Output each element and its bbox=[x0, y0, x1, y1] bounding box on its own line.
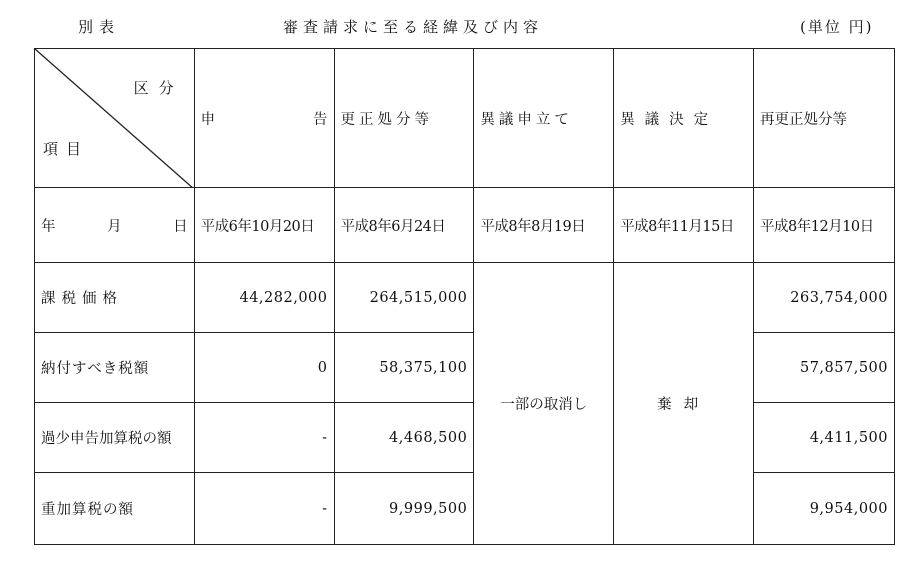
value-saikosei: 4,411,500 bbox=[754, 403, 895, 473]
row-label-jukasanzei: 重加算税の額 bbox=[35, 473, 195, 545]
value-shinkoku: - bbox=[194, 403, 334, 473]
document-title: 審査請求に至る経緯及び内容 bbox=[283, 18, 544, 36]
igi-kettei-result: 棄却 bbox=[614, 263, 754, 545]
col-header-shinkoku-char1: 申 bbox=[200, 111, 216, 128]
col-header-saikosei: 再更正処分等 bbox=[754, 49, 895, 188]
date-kosei: 平成8年6月24日 bbox=[334, 188, 474, 263]
value-kosei: 264,515,000 bbox=[334, 263, 474, 333]
date-igi-moshitate: 平成8年8月19日 bbox=[474, 188, 614, 263]
value-saikosei: 9,954,000 bbox=[754, 473, 895, 545]
value-shinkoku: 44,282,000 bbox=[194, 263, 334, 333]
value-shinkoku: - bbox=[194, 473, 334, 545]
value-saikosei: 263,754,000 bbox=[754, 263, 895, 333]
row-label-date-year: 年 bbox=[41, 218, 56, 235]
table-row bbox=[35, 263, 895, 333]
col-header-igi-moshitate: 異議申立て bbox=[474, 49, 614, 188]
col-header-shinkoku bbox=[194, 49, 334, 188]
date-igi-kettei: 平成8年11月15日 bbox=[614, 188, 754, 263]
col-header-kosei: 更正処分等 bbox=[334, 49, 474, 188]
corner-label-komoku: 項目 bbox=[43, 140, 90, 158]
value-saikosei: 57,857,500 bbox=[754, 333, 895, 403]
header-row bbox=[35, 49, 895, 188]
row-label-kasho-kasanzei: 過少申告加算税の額 bbox=[35, 403, 195, 473]
diagonal-line bbox=[35, 49, 194, 188]
col-header-shinkoku-text bbox=[201, 108, 328, 129]
appeal-history-table bbox=[34, 48, 895, 545]
date-shinkoku: 平成6年10月20日 bbox=[194, 188, 334, 263]
row-label-nofu-zeigaku: 納付すべき税額 bbox=[35, 333, 195, 403]
value-kosei: 4,468,500 bbox=[334, 403, 474, 473]
date-saikosei: 平成8年12月10日 bbox=[754, 188, 895, 263]
table-row bbox=[35, 473, 895, 545]
table-row bbox=[35, 403, 895, 473]
value-kosei: 9,999,500 bbox=[334, 473, 474, 545]
row-label-date-day: 日 bbox=[173, 218, 188, 235]
appendix-label: 別表 bbox=[78, 18, 121, 36]
unit-label: (単位 円) bbox=[800, 18, 874, 36]
row-label-kazei-kakaku: 課税価格 bbox=[35, 263, 195, 333]
row-label-date-month: 月 bbox=[107, 218, 122, 235]
table-row bbox=[35, 333, 895, 403]
value-shinkoku: 0 bbox=[194, 333, 334, 403]
value-kosei: 58,375,100 bbox=[334, 333, 474, 403]
row-label-date bbox=[35, 188, 195, 263]
date-row bbox=[35, 188, 895, 263]
col-header-igi-kettei: 異議決定 bbox=[614, 49, 754, 188]
row-label-date-text bbox=[41, 215, 188, 236]
igi-moshitate-result: 一部の取消し bbox=[474, 263, 614, 545]
corner-label-kubun: 区分 bbox=[133, 79, 184, 97]
corner-cell bbox=[35, 49, 195, 188]
col-header-shinkoku-char2: 告 bbox=[313, 111, 328, 128]
